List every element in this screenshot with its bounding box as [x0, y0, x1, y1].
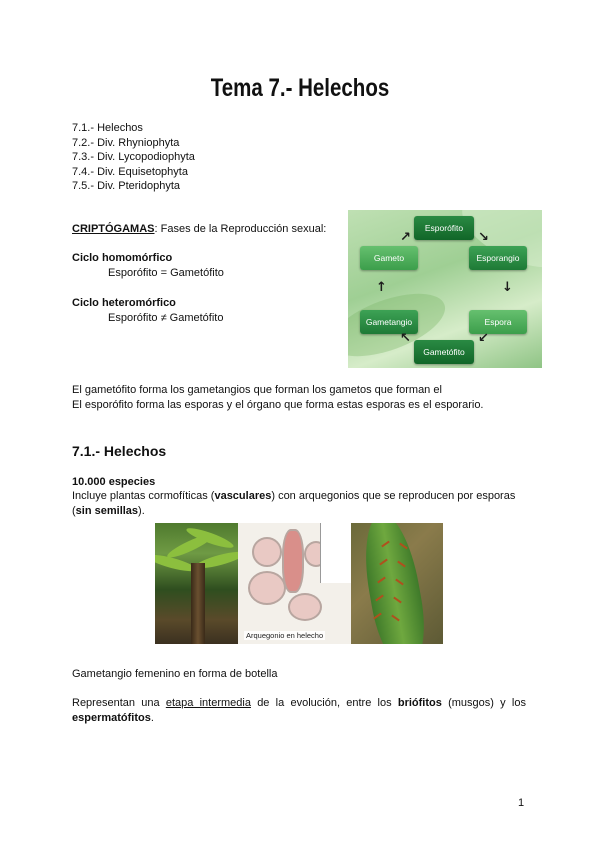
- criptogamas-label: CRIPTÓGAMAS: [72, 223, 155, 235]
- cycle-arrow-icon: ↑: [376, 280, 387, 295]
- arquegonio-micrograph: [238, 523, 351, 644]
- table-of-contents: [72, 121, 195, 194]
- page-number: 1: [518, 797, 525, 809]
- tree-fern-photo: [155, 523, 238, 644]
- ciclo-homomorfico-text: Esporófito = Gametófito: [108, 267, 224, 279]
- text-span: (musgos) y los: [441, 697, 526, 709]
- cycle-node-gametofito: Gametófito: [414, 340, 474, 364]
- cycle-node-gameto: Gameto: [360, 246, 418, 270]
- paragraph-gametofito: El gametófito forma los gametangios que forman los gametos que forman el: [72, 384, 442, 396]
- cycle-arrow-icon: ↖: [400, 331, 411, 346]
- cycle-node-gametangio: Gametangio: [360, 310, 418, 334]
- text-span: .: [150, 712, 154, 724]
- life-cycle-diagram: [348, 210, 542, 368]
- micrograph-caption: Arquegonio en helecho: [246, 631, 324, 640]
- toc-item: 7.1.- Helechos: [72, 122, 143, 134]
- criptogamas-rest: : Fases de la Reproducción sexual:: [154, 223, 327, 235]
- fern-photos: [155, 523, 443, 644]
- incluye-line-1: [72, 490, 515, 502]
- cycle-arrow-icon: ↓: [502, 280, 513, 295]
- text-span: ).: [138, 505, 145, 517]
- espermatofitos-bold: espermatófitos: [72, 712, 151, 724]
- text-span: Incluye plantas cormofíticas (: [72, 490, 215, 502]
- ciclo-heteromorfico-heading: Ciclo heteromórfico: [72, 297, 176, 309]
- incluye-line-2: [72, 505, 145, 517]
- text-span: de la evolución, entre los: [250, 697, 398, 709]
- page-title: Tema 7.- Helechos: [210, 74, 390, 102]
- representan-line-1: [72, 697, 526, 709]
- etapa-intermedia-underline: etapa intermedia: [165, 697, 251, 709]
- species-count: 10.000 especies: [72, 476, 156, 488]
- vasculares-bold: vasculares: [214, 490, 272, 502]
- paragraph-esporofito: El esporófito forma las esporas y el órgano que forma estas esporas es el esporario.: [72, 399, 484, 411]
- cycle-node-esporangio: Esporangio: [469, 246, 527, 270]
- ciclo-heteromorfico-text: Esporófito ≠ Gametófito: [108, 312, 224, 324]
- cycle-arrow-icon: ↘: [478, 230, 489, 245]
- briofitos-bold: briófitos: [397, 697, 442, 709]
- text-span: Representan una: [72, 697, 166, 709]
- toc-item: 7.2.- Div. Rhyniophyta: [72, 136, 180, 149]
- toc-item: 7.3.- Div. Lycopodiophyta: [72, 151, 195, 164]
- section-heading: 7.1.- Helechos: [72, 443, 167, 459]
- sin-semillas-bold: sin semillas: [75, 505, 139, 517]
- cycle-arrow-icon: ↙: [478, 331, 489, 346]
- criptogamas-line: [72, 223, 326, 235]
- cycle-node-esporofito: Esporófito: [414, 216, 474, 240]
- cycle-node-espora: Espora: [469, 310, 527, 334]
- gametangio-text: Gametangio femenino en forma de botella: [72, 668, 278, 680]
- toc-item: 7.5.- Div. Pteridophyta: [72, 180, 181, 193]
- text-span: (: [72, 505, 76, 517]
- ciclo-homomorfico-heading: Ciclo homomórfico: [72, 252, 173, 264]
- fern-leaf-sori-photo: [351, 523, 443, 644]
- representan-line-2: [72, 712, 154, 724]
- cycle-arrow-icon: ↗: [400, 230, 411, 245]
- toc-item: 7.4.- Div. Equisetophyta: [72, 165, 188, 178]
- text-span: ) con arquegonios que se reproducen por esporas: [271, 490, 516, 502]
